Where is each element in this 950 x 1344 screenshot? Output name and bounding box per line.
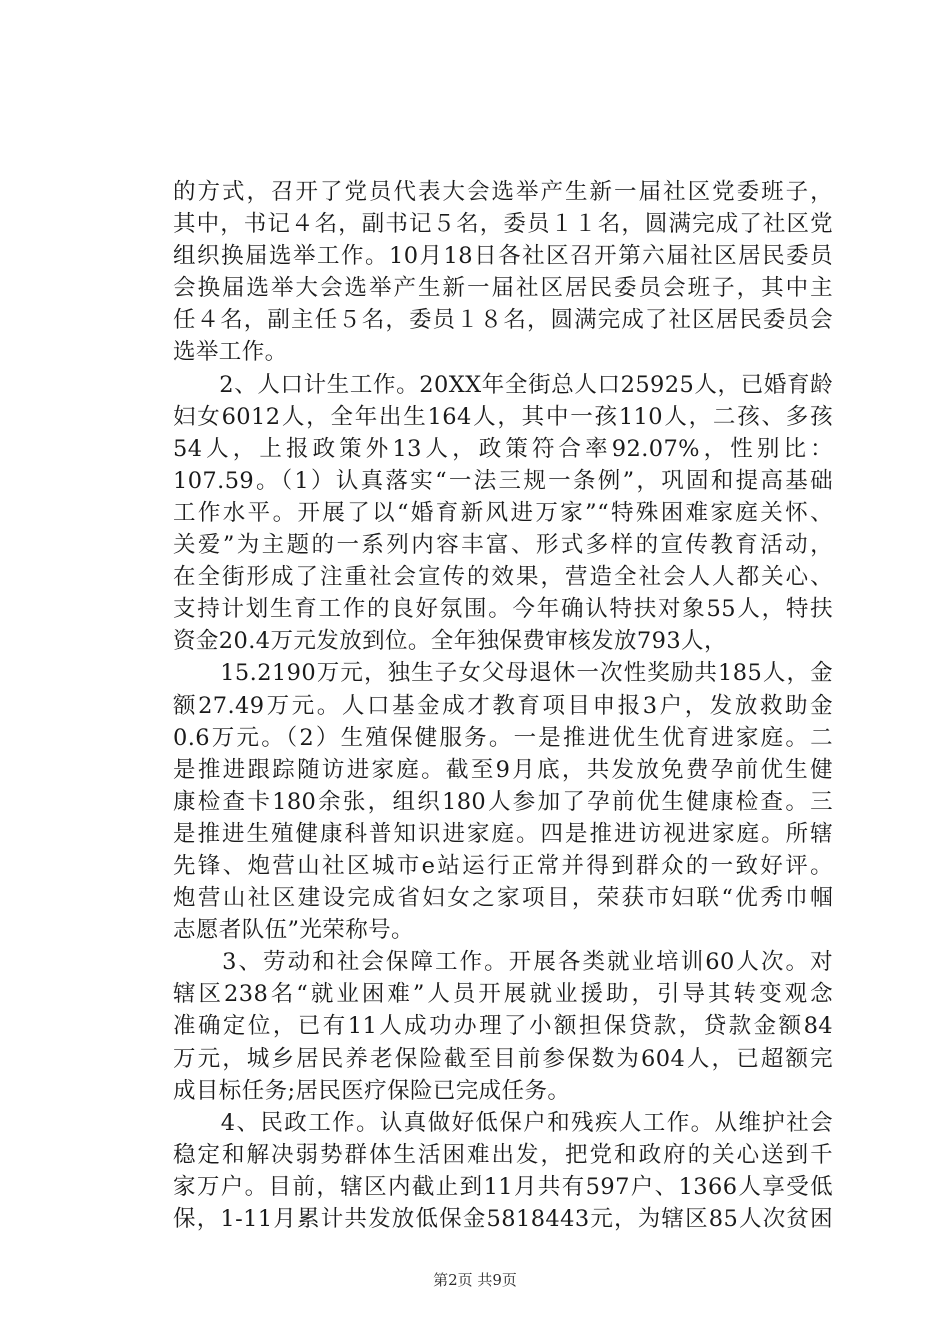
text-line: 在全街形成了注重社会宣传的效果，营造全社会人人都关心、 [173,564,833,591]
text-line: 工作水平。开展了以“婚育新风进万家”“特殊困难家庭关怀、 [173,499,833,526]
text-line: 关爱”为主题的一系列内容丰富、形式多样的宣传教育活动， [173,532,833,559]
page-number: 第2页 共9页 [433,1271,517,1289]
text-line: 其中，书记４名，副书记５名，委员１１名，圆满完成了社区党 [173,211,833,238]
text-line: 康检查卡180余张，组织180人参加了孕前优生健康检查。三 [173,788,833,815]
document-body [173,176,833,1235]
text-line: 志愿者队伍”光荣称号。 [173,917,414,944]
text-line: 任４名，副主任５名，委员１８名，圆满完成了社区居民委员会 [173,307,833,334]
text-line: 107.59。（1）认真落实“一法三规一条例”，巩固和提高基础 [173,467,833,494]
text-line: 是推进跟踪随访进家庭。截至9月底，共发放免费孕前优生健 [173,756,833,783]
text-line: 支持计划生育工作的良好氛围。今年确认特扶对象55人，特扶 [173,596,833,623]
text-line: 保，1-11月累计共发放低保金5818443元，为辖区85人次贫困 [173,1206,833,1232]
text-line: 选举工作。 [173,339,288,366]
page-footer [0,1269,950,1290]
text-line: 组织换届选举工作。10月18日各社区召开第六届社区居民委员 [173,243,833,270]
text-line: 0.6万元。（2）生殖保健服务。一是推进优生优育进家庭。二 [173,724,833,751]
text-line: 15.2190万元，独生子女父母退休一次性奖励共185人，金 [173,660,833,687]
text-line: 是推进生殖健康科普知识进家庭。四是推进访视进家庭。所辖 [173,820,833,847]
text-line: 炮营山社区建设完成省妇女之家项目，荣获市妇联“优秀巾帼 [173,885,833,912]
text-line: 先锋、炮营山社区城市e站运行正常并得到群众的一致好评。 [173,852,833,879]
text-line: 会换届选举大会选举产生新一届社区居民委员会班子，其中主 [173,275,833,302]
text-line: 2、人口计生工作。20XX年全街总人口25925人，已婚育龄 [173,371,833,398]
text-line: 成目标任务;居民医疗保险已完成任务。 [173,1077,571,1104]
text-line: 54人，上报政策外13人，政策符合率92.07%，性别比： [173,435,833,462]
text-line: 4、民政工作。认真做好低保户和残疾人工作。从维护社会 [173,1109,833,1136]
text-line: 辖区238名“就业困难”人员开展就业援助，引导其转变观念 [173,981,833,1008]
text-line: 准确定位，已有11人成功办理了小额担保贷款，贷款金额84 [173,1013,833,1040]
text-line: 妇女6012人，全年出生164人，其中一孩110人，二孩、多孩 [173,403,833,430]
text-line: 3、劳动和社会保障工作。开展各类就业培训60人次。对 [173,949,833,976]
text-line: 稳定和解决弱势群体生活困难出发，把党和政府的关心送到千 [173,1141,833,1168]
text-line: 额27.49万元。人口基金成才教育项目申报3户，发放救助金 [173,692,833,719]
text-line: 的方式，召开了党员代表大会选举产生新一届社区党委班子， [173,179,833,205]
text-line: 万元，城乡居民养老保险截至目前参保数为604人，已超额完 [173,1045,833,1072]
text-line: 家万户。目前，辖区内截止到11月共有597户、1366人享受低 [173,1173,833,1200]
text-line: 资金20.4万元发放到位。全年独保费审核发放793人， [173,628,727,655]
